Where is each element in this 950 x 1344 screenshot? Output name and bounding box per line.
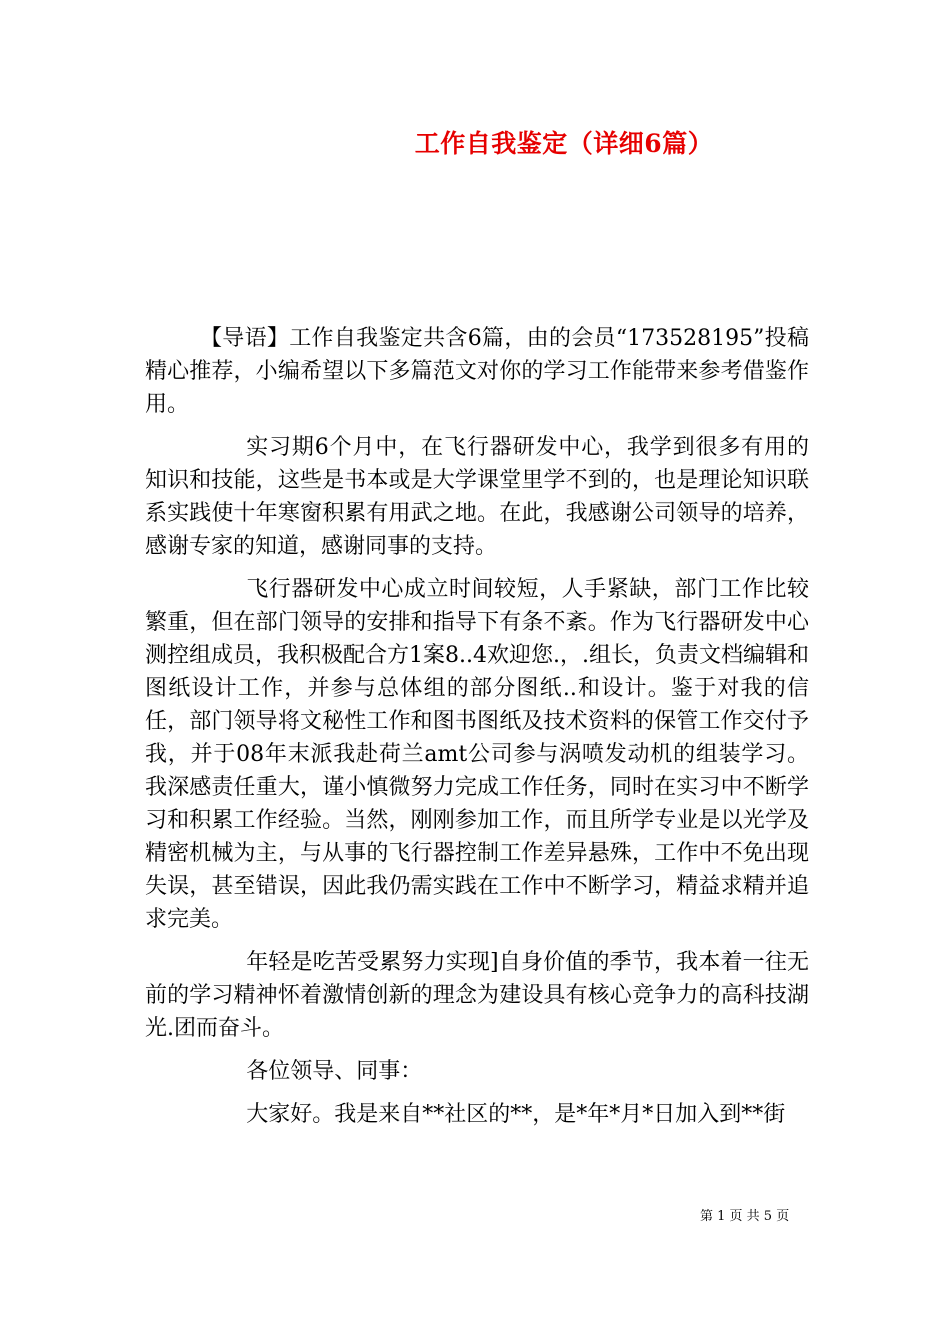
- body-paragraph: 年轻是吃苦受累努力实现]自身价值的季节，我本着一往无前的学习精神怀着激情创新的理念为建设具有核心竞争力的高科技湖光.团而奋斗。: [145, 950, 809, 1041]
- body-paragraph: 飞行器研发中心成立时间较短，人手紧缺，部门工作比较繁重，但在部门领导的安排和指导下有条不紊。作为飞行器研发中心测控组成员，我积极配合方1案8..4欢迎您.，.组长，负责文档编辑和图纸设计工作，并参与总体组的部分图纸..和设计。鉴于对我的信任，部门领导将文秘性工作和图书图纸及技术资料的保管工作交付予我，并于08年末派我赴荷兰amt公司参与涡喷发动机的组装学习。我深感责任重大，谨小慎微努力完成工作任务，同时在实习中不断学习和积累工作经验。当然，刚刚参加工作，而且所学专业是以光学及精密机械为主，与从事的飞行器控制工作差异悬殊，工作中不免出现失误，甚至错误，因此我仍需实践在工作中不断学习，精益求精并追求完美。: [145, 577, 809, 932]
- salutation-paragraph: 各位领导、同事：: [246, 1059, 423, 1084]
- document-title: 工作自我鉴定（详细6篇）: [414, 129, 714, 158]
- page-number: 第 1 页 共 5 页: [700, 1209, 790, 1224]
- intro-paragraph: 【导语】工作自我鉴定共含6篇，由的会员“173528195”投稿精心推荐，小编希望以下多篇范文对你的学习工作能带来参考借鉴作用。: [145, 326, 809, 417]
- body-paragraph: 大家好。我是来自**社区的**，是*年*月*日加入到**街: [246, 1102, 786, 1127]
- document-body: [145, 322, 809, 1141]
- body-paragraph: 实习期6个月中，在飞行器研发中心，我学到很多有用的知识和技能，这些是书本或是大学课堂里学不到的，也是理论知识联系实践使十年寒窗积累有用武之地。在此，我感谢公司领导的培养，感谢专家的知道，感谢同事的支持。: [145, 435, 809, 559]
